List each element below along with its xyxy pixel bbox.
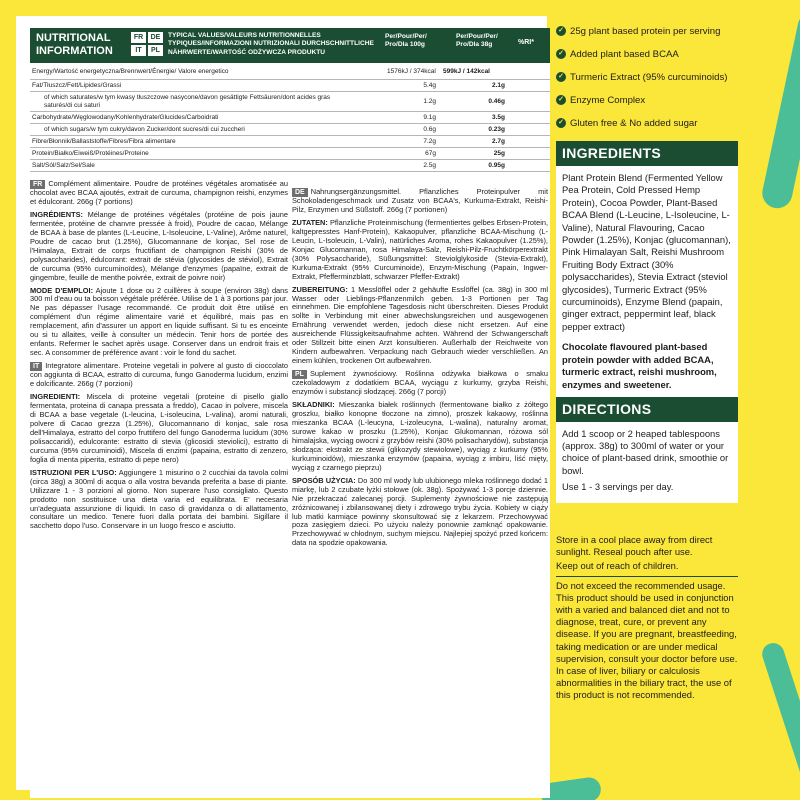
ingredients-heading: INGREDIENTS bbox=[556, 141, 738, 166]
language-codes bbox=[131, 32, 163, 56]
it-intro: IT Integratore alimentare. Proteine vegetali in polvere al gusto di cioccolato con aggiunta di BCAA, estratto di curcuma, fungo Ganoderma lucidum, enzimi e dolcificante. 266g (7 porzioni) bbox=[30, 361, 288, 389]
it-directions: ISTRUZIONI PER L'USO: Aggiungere 1 misurino o 2 cucchiai da tavola colmi (circa 38g) a 300ml di acqua o alla vostra bevanda preferita a base di piante. Utilizzare 1 - 3 porzioni al giorno. Non superare l'uso consigliato. Questo prodotto non sostituisce una dieta varia ed equilibrata. E' necesaria un'adeguata assunzione di liquidi. In caso di gravidanza o di allattamento, consultare un medico. Tenere fuori dalla portata dei bambini. Sigillare il sacchetto dopo l'uso. Conservare in un luogo fresco e asciutto. bbox=[30, 467, 288, 531]
ingredients-box bbox=[556, 166, 738, 397]
nutrition-row: Protein/Białko/Eiweiß/Protéines/Proteine 67g 25g bbox=[30, 148, 550, 160]
check-icon: ✓ bbox=[556, 49, 566, 59]
pl-directions: SPOSÓB UŻYCIA: Do 300 ml wody lub ulubionego mleka roślinnego dodać 1 miarkę, lub 2 czubate łyżki stołowe (ok. 38g). Spożywać 1-3 porcje dziennie. Nie przekraczać zalecanej porcji. Suplementy żywnościowe nie zastępują zróżnicowanej i zbilansowanej diety i zdrowego trybu życia. Kobiety w ciąży lub matki karmiące powinny skonsultować się z lekarzem. Przechowywać poza zasięgiem dzieci. Po użyciu należy ponownie zamknąć opakowanie. Przechowywać w chłodnym, suchym miejscu. Najlepiej spożyć przed końcem: data na spodzie opakowania. bbox=[292, 475, 548, 548]
nutrition-header bbox=[30, 28, 550, 63]
de-directions: ZUBEREITUNG: 1 Messlöffel oder 2 gehäufte Esslöffel (ca. 38g) in 300 ml Wasser oder Lieblings-Pflanzenmilch geben. 1-3 Portionen per Tag einnehmen. Die empfohlene Tagesdosis nicht überschreiten. Dieses Produkt sollte in Verbindung mit einer abwechslungsreichen und ausgewogenen Ernährung verwendet werden, jedoch diese nicht ersetzen. Auf eine ausreichende Flüssigkeitsaufnahme achten. Während der Schwangerschaft oder Stillzeit bitte einen Arzt konsultieren. Außerhalb der Reichweite von Kindern aufbewahren. Verpackung nach Gebrauch wieder verschließen. An einem kühlen, trockenen Ort aufbewahren. bbox=[292, 284, 548, 366]
label-panel bbox=[30, 28, 550, 798]
fr-directions: MODE D'EMPLOI: Ajoute 1 dose ou 2 cuillères à soupe (environ 38g) dans 300 ml d'eau ou ta boisson végétale préférée. Utilise de 1 à 3 portions par jour. Ne pas dépasser l'usage recommandé. Ce produit doit être utilisé en complément d'un régime alimentaire varié et équilibré, mais pas en remplacement, afin d'assurer un apport en liquide suffisant. Si tu es enceinte ou si tu allaites, veille à consulter un médecin. Tenir hors de portée des enfants. Refermer le sachet après usage. Conserver dans un endroit frais et sec. A consommer de préférence avant : voir le fond du sachet. bbox=[30, 285, 288, 358]
info-panel bbox=[556, 16, 738, 800]
check-icon: ✓ bbox=[556, 118, 566, 128]
check-icon: ✓ bbox=[556, 26, 566, 36]
lang-code: DE bbox=[148, 32, 163, 43]
lang-tag: IT bbox=[30, 362, 42, 371]
storage-block bbox=[556, 534, 738, 704]
directions-line: Use 1 - 3 servings per day. bbox=[562, 480, 674, 492]
nutrition-row: Energy/Wartość energetyczna/Brennwert/Énergie/ Valore energetico 1576kJ / 374kcal 599kJ / 142kcal bbox=[30, 65, 550, 80]
benefit-item: ✓ Added plant based BCAA bbox=[556, 49, 726, 60]
benefit-list bbox=[556, 26, 726, 129]
lang-tag: FR bbox=[30, 180, 45, 189]
storage-line: Store in a cool place away from direct sunlight. Reseal pouch after use. bbox=[556, 534, 713, 558]
de-intro: DE Nahrungsergänzungsmittel. Pflanzliches Proteinpulver mit Schokoladengeschmack und Zusatz von BCAA's, Kurkuma-Extrakt, Reishi-Pilz, Enzymen und Süßstoff. 266g (7 portionen) bbox=[292, 187, 548, 214]
product-description: Chocolate flavoured plant-based protein powder with added BCAA, turmeric extract, reishi mushroom, enzymes and sweetener. bbox=[562, 341, 717, 390]
ingredients-text: Plant Protein Blend (Fermented Yellow Pea Protein, Cold Pressed Hemp Protein), Cocoa Powder, Plant-Based BCAA Blend (L-Leucine, L-Isoleucine, L-Valine), Natural Flavouring, Cacao Powder (1.25%), Konjac (glucomannan), Pink Himalayan Salt, Reishi Mushroom Fruiting Body Extract (30% polysaccharides), Stevia Extract (steviol glycosides), Turmeric Extract (95% curcuminoids), Enzyme Blend (papain, ginger extract, peppermint leaf, black pepper extract) bbox=[562, 172, 731, 332]
column-ri: %RI* bbox=[518, 39, 534, 46]
directions-box bbox=[556, 422, 738, 503]
nutrition-row: Salt/Sól/Salz/Sel/Sale 2.5g 0.95g bbox=[30, 160, 550, 172]
column-per-100g: Per/Pour/Per/ Pro/Dla 100g bbox=[385, 33, 427, 49]
nutrition-row: of which saturates/w tym kwasy tłuszczowe nasycone/davon gesättigte Fettsäuren/dont acides gras saturés/di cui saturi 1.2g 0.46g bbox=[30, 92, 550, 112]
lang-tag: PL bbox=[292, 370, 307, 379]
benefit-item: ✓ Gluten free & No added sugar bbox=[556, 118, 726, 129]
pl-ingredients: SKŁADNIKI: Mieszanka białek roślinnych (fermentowane białko z żółtego groszku, białko konopne tłoczone na zimno), proszek kakaowy, roślinna mieszanka BCAA (L-leucyna, L-izoleucyna, L-walina), naturalny aromat, surowe kakao w proszku (1.25%), Konjac Glukomannan, różowa sól himalajska, wyciąg owocni z grzybów reishi (30% polisacharydów), substancja słodząca: ekstrakt ze stewii (glikozydy stewiolowe), wyciąg z kurkumy (95% kurkuminoidów), mieszanka enzymów (papaina, wyciąg z imbiru, liść mięty, wyciąg z czarnego pieprzu) bbox=[292, 400, 548, 472]
storage-line: Keep out of reach of children. bbox=[556, 560, 679, 572]
lang-code: PL bbox=[148, 45, 163, 56]
nutrition-table bbox=[30, 65, 550, 172]
divider bbox=[556, 576, 738, 577]
nutrition-row: Fat/Tłuszcz/Fett/Lipides/Grassi 5.4g 2.1g bbox=[30, 80, 550, 92]
column-per-38g: Per/Pour/Per/ Pro/Dla 38g bbox=[456, 33, 498, 49]
fr-intro: FR Complément alimentaire. Poudre de protéines végétales aromatisée au chocolat avec BCAA ajoutés, extrait de curcuma, champignon reishi, enzymes et édulcorant. 266g (7 portions) bbox=[30, 179, 288, 206]
lang-code: IT bbox=[131, 45, 146, 56]
nutrition-title: NUTRITIONAL INFORMATION bbox=[36, 32, 113, 57]
nutrition-row: Carbohydrate/Węglowodany/Kohlenhydrate/Glucides/Carboidrati 9.1g 3.5g bbox=[30, 112, 550, 124]
benefit-item: ✓ Enzyme Complex bbox=[556, 95, 726, 106]
teal-splash-decoration bbox=[760, 9, 800, 211]
lang-tag: DE bbox=[292, 188, 308, 197]
it-ingredients: INGREDIENTI: Miscela di proteine vegetali (proteine di pisello giallo fermentata, proteina di canapa pressata a freddo), Cacao in polvere, miscela di BCAA a base vegetale (L-leucina, L-isoleucina, L-valina), aromi naturali, polvere di Cacao grezza (1.25%), Glucomannano di konjac, sale rosa dell'Himalaya, estratto del corpo fruttifero del fungo Ganoderma lucidum (30% polisaccaridi), edulcorante: estratto di stevia (glicosidi steviolici), estratto di curcuma (95% curcuminoidi), Miscela di enzimi (papaina, estratto di zenzero, foglia di menta piperita, estratto di pepe nero) bbox=[30, 392, 288, 464]
fr-ingredients: INGRÉDIENTS: Mélange de protéines végétales (protéine de pois jaune fermentée, protéine de chanvre pressée à froid), Poudre de cacao, Mélange de BCAA à base de plantes (L-Leucine, L-Isoleucine, L-Valine), Arôme naturel, Poudre de cacao brut (1.25%), Glucomannane de konjac, Sel rose de l'Himalaya, Extrait de corps fructifiant de champignon Reishi (30% de polysaccharides), édulcorant: extrait de stévia (glycosides de stéviol), Extrait de curcuma (95% curcuminoïdes), Mélange d'enzymes (papaïne, extrait de gingembre, feuille de menthe poivrée, extrait de poivre noir) bbox=[30, 209, 288, 282]
teal-splash-decoration bbox=[759, 640, 800, 789]
yellow-frame-left bbox=[0, 0, 16, 800]
check-icon: ✓ bbox=[556, 95, 566, 105]
text-column-right bbox=[292, 188, 548, 552]
de-ingredients: ZUTATEN: Pflanzliche Proteinmischung (fermentiertes gelbes Erbsen-Protein, kaltgepresstes Hanf-Protein), Kakaopulver, pflanzliche BCAA-Mischung (L-Leucin, L-Isoleucin, L-Valin), natürliches Aroma, rohes Kakaopulver (1.25%), Konjac Glucomannan, rosa Himalaya-Salz, Reishi-Pilz-Fruchtkörperextrakt (30% Polysaccharide), Süßungsmittel: Steviolglykoside (Stevia-Extrakt), Kurkuma-Extrakt (95% Curcuminoide), Enzym-Mischung (Papain, Ingwer-Extrakt, Pfefferminzblatt, schwarzer Pfeffer-Extrakt) bbox=[292, 217, 549, 281]
nutrition-header-description: TYPICAL VALUES/VALEURS NUTRITIONNELLES TYPIQUES/INFORMAZIONI NUTRIZIONALI DURCHSCHNITTLICHE NÄHRWERTE/WARTOŚĆ ODŻYWCZA PRODUKTU bbox=[168, 32, 374, 56]
warning-text: Do not exceed the recommended usage. This product should be used in conjunction with a varied and balanced diet and not to diagnose, treat, cure, or prevent any disease. If you are pregnant, breastfeeding, taking medication or are under medical supervision, consult your doctor before use. In case of liver, biliary or calculosis abnormalities in the biliary tract, the use of this product is not recommended. bbox=[556, 579, 738, 701]
directions-line: Add 1 scoop or 2 heaped tablespoons (approx. 38g) to 300ml of water or your choice of plant-based drink, smoothie or bowl. bbox=[562, 427, 729, 476]
lang-code: FR bbox=[131, 32, 146, 43]
nutrition-row: of which sugars/w tym cukry/davon Zucker/dont sucres/di cui zuccheri 0.6g 0.23g bbox=[30, 124, 550, 136]
benefit-item: ✓ 25g plant based protein per serving bbox=[556, 26, 726, 37]
check-icon: ✓ bbox=[556, 72, 566, 82]
pl-intro: PL Suplement żywnościowy. Roślinna odżywka białkowa o smaku czekoladowym z dodatkiem BCAA, wyciągu z kurkumy, grzyba Reishi, enzymów i substancji słodzącej. 266g (7 porcji) bbox=[292, 369, 548, 397]
directions-heading: DIRECTIONS bbox=[556, 397, 738, 422]
text-column-left bbox=[30, 180, 288, 535]
benefit-item: ✓ Turmeric Extract (95% curcuminoids) bbox=[556, 72, 726, 83]
nutrition-row: Fibre/Błonnik/Ballaststoffe/Fibres/Fibra alimentare 7.2g 2.7g bbox=[30, 136, 550, 148]
